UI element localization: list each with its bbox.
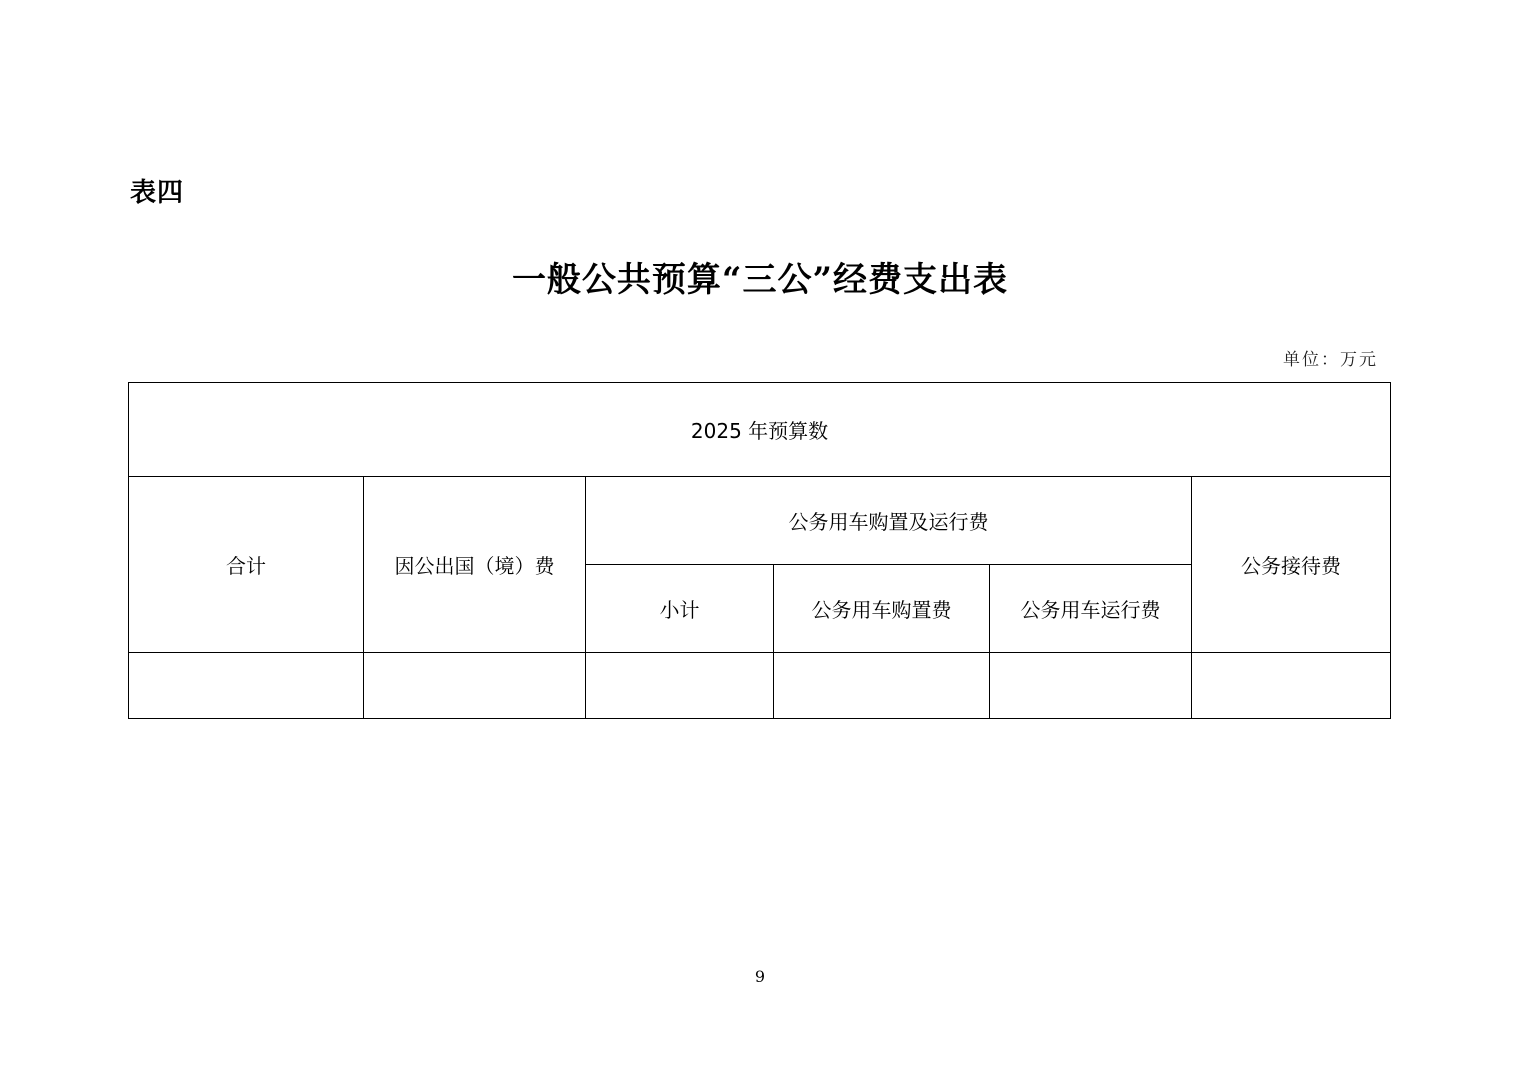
header-reception: 公务接待费 bbox=[1192, 477, 1391, 653]
page-number: 9 bbox=[754, 967, 766, 986]
cell-vehicle-purchase bbox=[774, 653, 990, 719]
year-header-cell: 2025 年预算数 bbox=[129, 383, 1391, 477]
cell-reception bbox=[1192, 653, 1391, 719]
page-title: 一般公共预算“三公”经费支出表 bbox=[511, 260, 1009, 300]
header-vehicle-subtotal: 小计 bbox=[586, 565, 774, 653]
cell-total bbox=[129, 653, 364, 719]
header-vehicle-group: 公务用车购置及运行费 bbox=[586, 477, 1192, 565]
cell-vehicle-operation bbox=[990, 653, 1192, 719]
header-overseas-travel: 因公出国（境）费 bbox=[364, 477, 586, 653]
table-label: 表四 bbox=[130, 178, 185, 208]
table-header-row-1 bbox=[129, 477, 1391, 565]
unit-note: 单位：万元 bbox=[1283, 350, 1378, 370]
table-row bbox=[129, 653, 1391, 719]
table-year-row bbox=[129, 383, 1391, 477]
cell-vehicle-subtotal bbox=[586, 653, 774, 719]
cell-overseas-travel bbox=[364, 653, 586, 719]
header-total: 合计 bbox=[129, 477, 364, 653]
header-vehicle-operation: 公务用车运行费 bbox=[990, 565, 1192, 653]
header-vehicle-purchase: 公务用车购置费 bbox=[774, 565, 990, 653]
budget-table bbox=[128, 382, 1391, 719]
